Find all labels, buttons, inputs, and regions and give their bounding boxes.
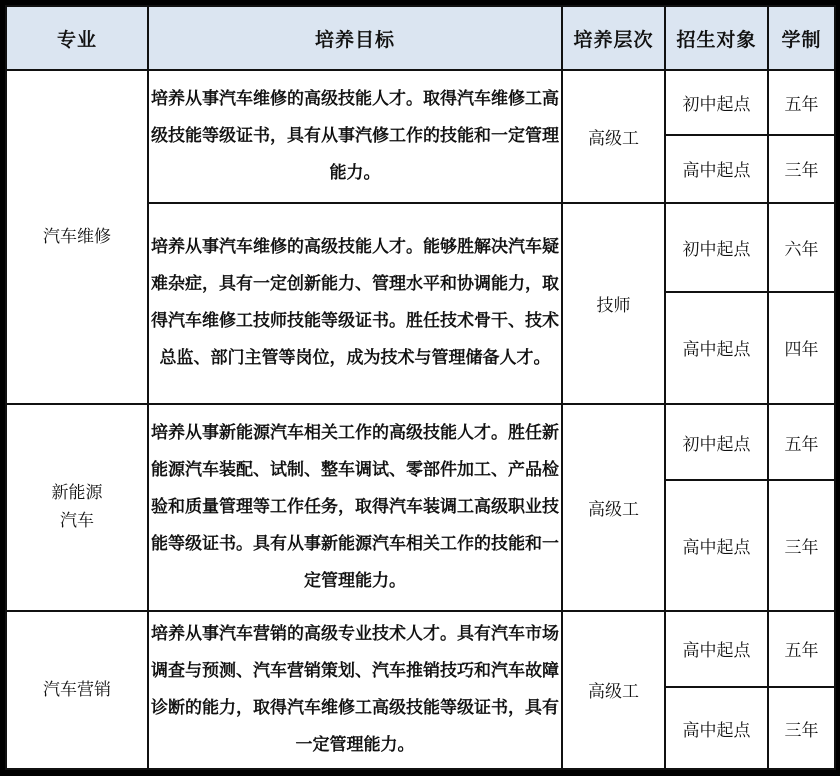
major-cell: 汽车营销 bbox=[6, 611, 148, 769]
target-cell: 高中起点 bbox=[665, 611, 768, 688]
target-cell: 高中起点 bbox=[665, 687, 768, 769]
target-cell: 初中起点 bbox=[665, 70, 768, 135]
table-row bbox=[6, 611, 835, 688]
table-row bbox=[6, 70, 835, 135]
goal-cell: 培养从事新能源汽车相关工作的高级技能人才。胜任新能源汽车装配、试制、整车调试、零部件加工、产品检验和质量管理等工作任务，取得汽车装调工高级职业技能等级证书。具有从事新能源汽车相关工作的技能和一定管理能力。 bbox=[148, 404, 562, 611]
header-major: 专业 bbox=[6, 6, 148, 70]
table-row bbox=[6, 404, 835, 481]
duration-cell: 三年 bbox=[768, 480, 835, 610]
header-goal: 培养目标 bbox=[148, 6, 562, 70]
duration-cell: 五年 bbox=[768, 404, 835, 481]
duration-cell: 三年 bbox=[768, 135, 835, 204]
duration-cell: 五年 bbox=[768, 70, 835, 135]
goal-cell: 培养从事汽车营销的高级专业技术人才。具有汽车市场调查与预测、汽车营销策划、汽车推销技巧和汽车故障诊断的能力，取得汽车维修工高级技能等级证书，具有一定管理能力。 bbox=[148, 611, 562, 769]
target-cell: 初中起点 bbox=[665, 404, 768, 481]
major-line: 汽车 bbox=[60, 511, 94, 532]
major-line: 新能源 bbox=[51, 483, 103, 504]
target-cell: 初中起点 bbox=[665, 203, 768, 292]
level-cell: 高级工 bbox=[562, 404, 665, 611]
header-duration: 学制 bbox=[768, 6, 835, 70]
program-table bbox=[5, 5, 836, 770]
level-cell: 技师 bbox=[562, 203, 665, 404]
level-cell: 高级工 bbox=[562, 611, 665, 769]
duration-cell: 三年 bbox=[768, 687, 835, 769]
major-cell bbox=[6, 404, 148, 611]
duration-cell: 四年 bbox=[768, 292, 835, 404]
header-level: 培养层次 bbox=[562, 6, 665, 70]
target-cell: 高中起点 bbox=[665, 480, 768, 610]
major-cell: 汽车维修 bbox=[6, 70, 148, 404]
level-cell: 高级工 bbox=[562, 70, 665, 203]
duration-cell: 六年 bbox=[768, 203, 835, 292]
header-target: 招生对象 bbox=[665, 6, 768, 70]
goal-cell: 培养从事汽车维修的高级技能人才。取得汽车维修工高级技能等级证书，具有从事汽修工作的技能和一定管理能力。 bbox=[148, 70, 562, 203]
duration-cell: 五年 bbox=[768, 611, 835, 688]
target-cell: 高中起点 bbox=[665, 292, 768, 404]
target-cell: 高中起点 bbox=[665, 135, 768, 204]
goal-cell: 培养从事汽车维修的高级技能人才。能够胜解决汽车疑难杂症，具有一定创新能力、管理水平和协调能力，取得汽车维修工技师技能等级证书。胜任技术骨干、技术总监、部门主管等岗位，成为技术与管理储备人才。 bbox=[148, 203, 562, 404]
header-row bbox=[6, 6, 835, 70]
